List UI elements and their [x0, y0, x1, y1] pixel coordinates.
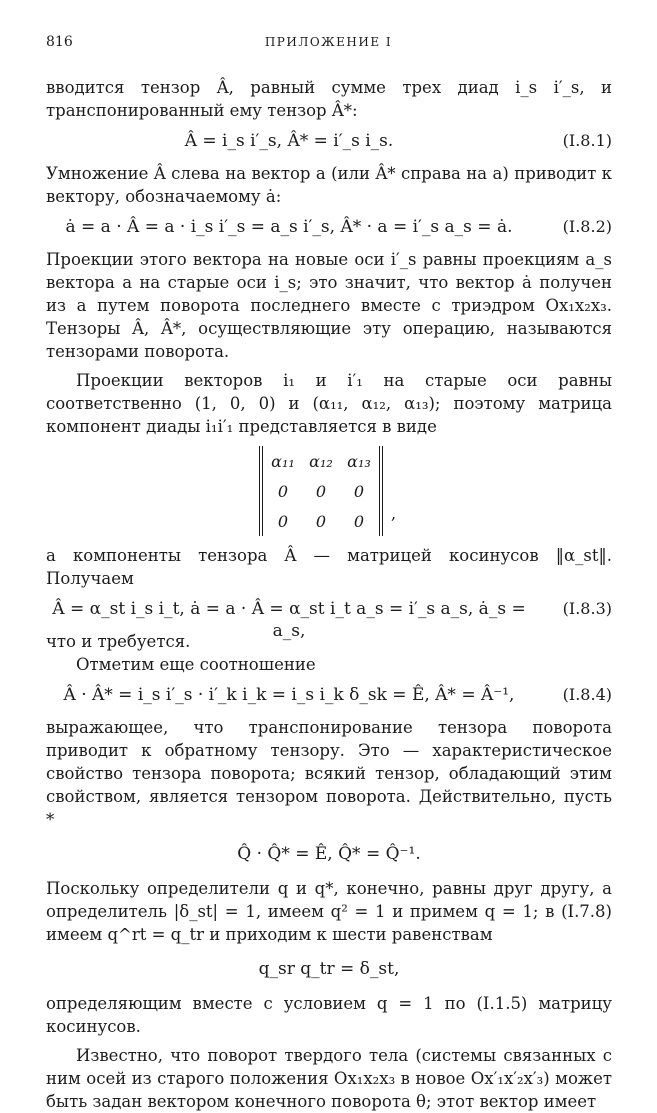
equation-formula: q_sr q_tr = δ_st,	[258, 959, 400, 979]
matrix-brackets	[259, 446, 383, 536]
paragraph-6: что и требуется.	[46, 632, 191, 651]
dyad-matrix	[46, 438, 612, 544]
equation-six-equalities	[46, 946, 612, 992]
paragraph-5: а компоненты тензора Â — матрицей косинусов ‖α_st‖. Получаем	[46, 546, 612, 588]
paragraph-2: Умножение Â слева на вектор a (или Â* справа на a) приводит к вектору, обозначаемому ȧ:	[46, 164, 612, 206]
matrix-cell: 0	[277, 481, 289, 501]
equation-I-8-2	[46, 208, 612, 248]
matrix-cell: α₁₂	[309, 451, 333, 471]
paragraph-1: вводится тензор Â, равный сумме трех диад i_s i′_s, и транспонированный ему тензор Â*:	[46, 78, 612, 120]
equation-formula: Â · Â* = i_s i′_s · i′_k i_k = i_s i_k δ_sk = Ê, Â* = Â⁻¹,	[63, 685, 515, 705]
matrix-cell: 0	[353, 511, 365, 531]
equation-I-8-1	[46, 122, 612, 162]
matrix-cell: 0	[277, 511, 289, 531]
matrix-row	[264, 506, 378, 536]
page-number: 816	[46, 34, 73, 50]
running-head: ПРИЛОЖЕНИЕ I	[264, 35, 393, 49]
matrix-cell: 0	[315, 511, 327, 531]
equation-number: (I.8.1)	[562, 131, 612, 150]
paragraph-9: Поскольку определители q и q*, конечно, равны друг другу, а определитель |δ_st| = 1, имеем q² = 1 и примем q = 1; в (I.7.8) имеем q^rt = q_tr и приходим к шести равенствам	[46, 879, 612, 944]
matrix-comma: ,	[391, 504, 397, 523]
matrix-cell: 0	[353, 481, 365, 501]
matrix-cell: α₁₃	[347, 451, 371, 471]
matrix-row	[264, 476, 378, 506]
paragraph-11: Известно, что поворот твердого тела (системы связанных с ним осей из старого положения Ox₁x₂x₃ в новое Ox′₁x′₂x′₃) может быть задан вектором конечного поворота θ; этот вектор имеет	[46, 1046, 612, 1111]
equation-I-8-3	[46, 590, 612, 641]
matrix-cell: 0	[315, 481, 327, 501]
equation-formula: Q̂ · Q̂* = Ê, Q̂* = Q̂⁻¹.	[237, 844, 421, 864]
matrix-cell: α₁₁	[271, 451, 295, 471]
equation-formula: Â = α_st i_s i_t, ȧ = a · Â = α_st i_t a_s = i′_s a_s, ȧ_s = a_s,	[52, 599, 526, 641]
page-header	[46, 34, 611, 56]
equation-formula: Â = i_s i′_s, Â* = i′_s i_s.	[184, 131, 394, 151]
equation-number: (I.8.3)	[562, 599, 612, 618]
equation-rotation-inverse	[46, 831, 612, 877]
paragraph-10: определяющим вместе с условием q = 1 по (I.1.5) матрицу косинусов.	[46, 994, 612, 1036]
paragraph-3: Проекции этого вектора на новые оси i′_s равны проекциям a_s вектора a на старые оси i_s; это значит, что вектор ȧ получен из a путем поворота последнего вместе с триэдром Ox₁x₂x₃. Тензоры Â, Â*, осуществляющие эту операцию, называются тензорами поворота.	[46, 250, 612, 361]
paragraph-7: Отметим еще соотношение	[76, 655, 316, 674]
equation-I-8-4	[46, 676, 612, 716]
page-body	[46, 76, 612, 1113]
paragraph-4: Проекции векторов i₁ и i′₁ на старые оси равны соответственно (1, 0, 0) и (α₁₁, α₁₂, α₁₃); поэтому матрица компонент диады i₁i′₁ представляется в виде	[46, 371, 612, 436]
equation-number: (I.8.4)	[562, 685, 612, 704]
equation-number: (I.8.2)	[562, 217, 612, 236]
matrix-row	[264, 446, 378, 476]
equation-formula: ȧ = a · Â = a · i_s i′_s = a_s i′_s, Â* · a = i′_s a_s = ȧ.	[65, 217, 513, 237]
paragraph-8: выражающее, что транспонирование тензора поворота приводит к обратному тензору. Это — характеристическое свойство тензора поворота; всякий тензор, обладающий этим свойством, является тензором поворота. Действительно, пусть *	[46, 718, 612, 829]
